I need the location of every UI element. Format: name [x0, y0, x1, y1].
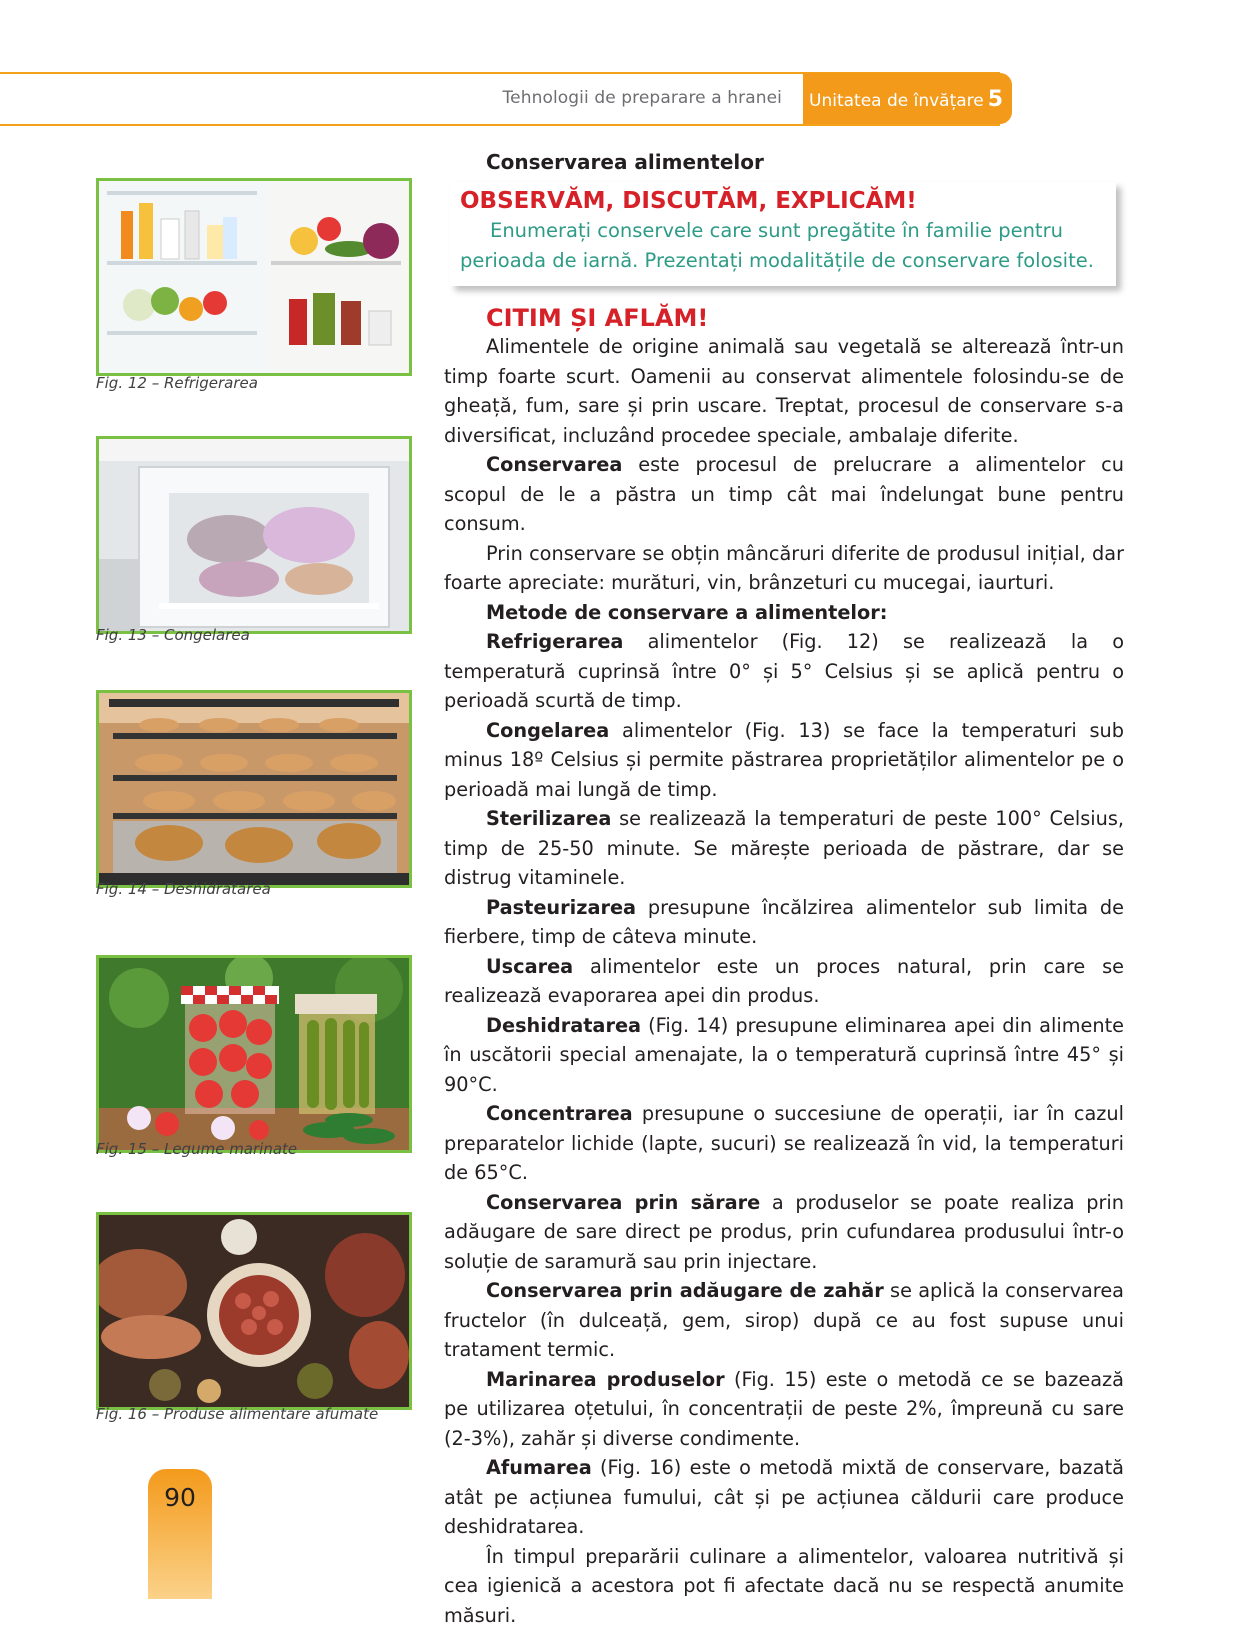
- paragraph-text: alimentelor (Fig. 12) se realizează la o temperatură cuprinsă între 0° și 5° Celsius și se aplică pentru o perioadă scurtă de timp.: [444, 630, 1124, 712]
- paragraph-term: Metode de conservare a alimentelor:: [486, 601, 887, 624]
- body-text: [444, 332, 1124, 1630]
- figure-caption: Fig. 12 – Refrigerarea: [96, 374, 258, 392]
- paragraph: [444, 1276, 1124, 1365]
- book-title: Tehnologii de preparare a hranei: [503, 88, 782, 108]
- paragraph: [444, 804, 1124, 893]
- figure-smoked-products: [96, 1212, 412, 1410]
- paragraph-term: Conservarea prin adăugare de zahăr: [486, 1279, 884, 1302]
- paragraph-text: este procesul de prelucrare a alimentelor cu scopul de le a păstra un timp cât mai îndelungat bune pentru consum.: [444, 453, 1124, 535]
- paragraph: [444, 1542, 1124, 1630]
- paragraph: [444, 1365, 1124, 1454]
- figure-freezer: [96, 436, 412, 634]
- paragraph: [444, 598, 1124, 628]
- paragraph: [444, 893, 1124, 952]
- read-title: CITIM ȘI AFLĂM!: [486, 304, 1124, 332]
- paragraph-term: Marinarea produselor: [486, 1368, 725, 1391]
- paragraph-term: Concentrarea: [486, 1102, 633, 1125]
- paragraph-text: se aplică la conservarea fructelor (în dulceață, gem, sirop) după ce au fost supuse unui tratament termic.: [444, 1279, 1124, 1361]
- observe-box: [450, 182, 1116, 286]
- paragraph: [444, 627, 1124, 716]
- observe-text: Enumerați conservele care sunt pregătite în familie pentru perioada de iarnă. Prezentați modalitățile de conservare folosite.: [460, 216, 1106, 276]
- paragraph-text: se realizează la temperaturi de peste 100° Celsius, timp de 25-50 minute. Se mărește perioada de păstrare, dar se distrug vitaminele.: [444, 807, 1124, 889]
- paragraph-term: Uscarea: [486, 955, 573, 978]
- paragraph-text: presupune o succesiune de operații, iar în cazul preparatelor lichide (lapte, sucuri) se realizează în vid, la temperaturi de 65°C.: [444, 1102, 1124, 1184]
- pickled-jars-photo: [99, 958, 409, 1150]
- unit-tab: [803, 73, 1012, 124]
- paragraph-text: alimentelor este un proces natural, prin care se realizează evaporarea apei din produs.: [444, 955, 1124, 1008]
- figure-caption: Fig. 13 – Congelarea: [96, 626, 250, 644]
- unit-number: 5: [988, 87, 1003, 112]
- paragraph-term: Congelarea: [486, 719, 609, 742]
- figure-caption: Fig. 16 – Produse alimentare afumate: [96, 1405, 378, 1423]
- figure-dehydrator: [96, 690, 412, 888]
- paragraph-term: Conservarea prin sărare: [486, 1191, 760, 1214]
- paragraph: [444, 332, 1124, 450]
- page-number: 90: [148, 1469, 212, 1599]
- freezer-photo: [99, 439, 409, 631]
- figure-pickled-vegetables: [96, 955, 412, 1153]
- paragraph-text: a produselor se poate realiza prin adăugare de sare direct pe produs, prin cufundarea produsului într-o soluție de saramură sau prin injectare.: [444, 1191, 1124, 1273]
- figure-caption: Fig. 15 – Legume marinate: [96, 1140, 297, 1158]
- paragraph-term: Sterilizarea: [486, 807, 611, 830]
- main-content: [444, 150, 1124, 1630]
- paragraph-text: Alimentele de origine animală sau vegetală se alterează într-un timp foarte scurt. Oamenii au conservat alimentele folosindu-se de gheață, fum, sare și prin uscare. Treptat, procesul de conservare s-a diversificat, incluzând procedee speciale, ambalaje diferite.: [444, 335, 1124, 447]
- paragraph-term: Pasteurizarea: [486, 896, 636, 919]
- paragraph-term: Conservarea: [486, 453, 622, 476]
- paragraph-text: (Fig. 16) este o metodă mixtă de conservare, bazată atât pe acțiunea fumului, cât și pe acțiunea căldurii care produce deshidratarea.: [444, 1456, 1124, 1538]
- paragraph: [444, 716, 1124, 805]
- observe-title: OBSERVĂM, DISCUTĂM, EXPLICĂM!: [460, 188, 1106, 214]
- paragraph: [444, 450, 1124, 539]
- paragraph: [444, 1099, 1124, 1188]
- paragraph-text: (Fig. 14) presupune eliminarea apei din alimente în uscătorii special amenajate, la o temperatură cuprinsă între 45° și 90°C.: [444, 1014, 1124, 1096]
- refrigerator-photo: [99, 181, 409, 373]
- paragraph-term: Deshidratarea: [486, 1014, 641, 1037]
- paragraph-text: Prin conservare se obțin mâncăruri diferite de produsul inițial, dar foarte apreciate: murături, vin, brânzeturi cu mucegai, iaurturi.: [444, 542, 1124, 595]
- figure-caption: Fig. 14 – Deshidratarea: [96, 880, 271, 898]
- paragraph-text: alimentelor (Fig. 13) se face la temperaturi sub minus 18º Celsius și permite păstrarea proprietăților alimentelor pe o perioadă mai lungă de timp.: [444, 719, 1124, 801]
- paragraph-text: presupune încălzirea alimentelor sub limita de fierbere, timp de câteva minute.: [444, 896, 1124, 949]
- paragraph-text: (Fig. 15) este o metodă ce se bazează pe utilizarea oțetului, în concentrații de peste 2%, împreună cu sare (2-3%), zahăr și diverse condimente.: [444, 1368, 1124, 1450]
- unit-label: Unitatea de învățare: [809, 91, 984, 111]
- paragraph-text: În timpul preparării culinare a alimentelor, valoarea nutritivă și cea igienică a acestora pot fi afectate dacă nu se respectă anumite măsuri.: [444, 1545, 1124, 1627]
- header-line-bottom: [0, 124, 1000, 126]
- figure-refrigerator: [96, 178, 412, 376]
- paragraph-term: Afumarea: [486, 1456, 592, 1479]
- paragraph: [444, 1188, 1124, 1277]
- smoked-meats-photo: [99, 1215, 409, 1407]
- paragraph: [444, 539, 1124, 598]
- paragraph: [444, 952, 1124, 1011]
- paragraph: [444, 1011, 1124, 1100]
- paragraph-term: Refrigerarea: [486, 630, 623, 653]
- dehydrator-photo: [99, 693, 409, 885]
- section-title: Conservarea alimentelor: [486, 150, 1124, 174]
- paragraph: [444, 1453, 1124, 1542]
